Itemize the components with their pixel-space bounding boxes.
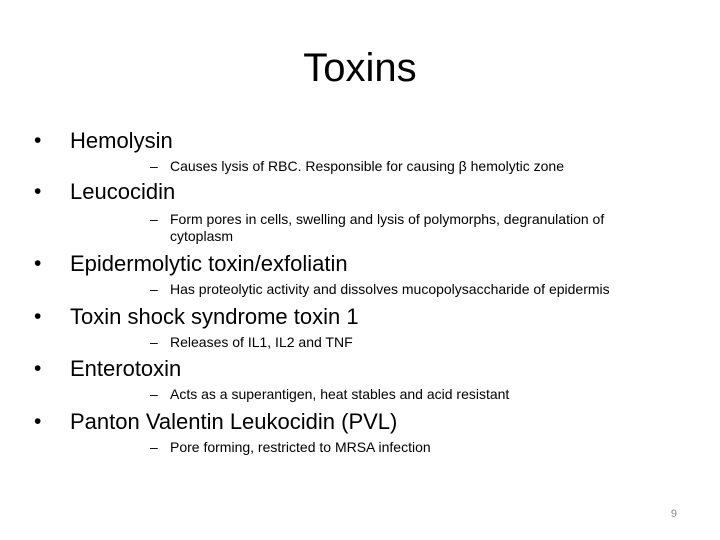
bullet-icon: • [34,305,42,328]
toxin-name: Panton Valentin Leukocidin (PVL) [70,409,398,434]
toxin-description: Causes lysis of RBC. Responsible for causing β hemolytic zone [170,158,565,174]
dash-icon: – [150,211,158,227]
dash-icon: – [150,334,158,350]
dash-icon: – [150,158,158,174]
toxin-name: Leucocidin [70,179,176,204]
toxin-description: Releases of IL1, IL2 and TNF [170,334,353,350]
dash-icon: – [150,439,158,455]
bullet-icon: • [34,410,42,433]
toxin-name: Epidermolytic toxin/exfoliatin [70,251,348,276]
bullet-icon: • [34,180,42,203]
toxin-description: Has proteolytic activity and dissolves mucopolysaccharide of epidermis [170,281,610,297]
bullet-icon: • [34,252,42,275]
dash-icon: – [150,281,158,297]
toxin-name: Hemolysin [70,128,173,153]
toxin-description: Form pores in cells, swelling and lysis of polymorphs, degranulation of cytoplasm [170,211,605,244]
toxin-name: Enterotoxin [70,356,182,381]
toxin-description: Acts as a superantigen, heat stables and acid resistant [170,386,510,402]
bullet-icon: • [34,129,42,152]
dash-icon: – [150,386,158,402]
toxin-name: Toxin shock syndrome toxin 1 [70,304,359,329]
bullet-icon: • [34,357,42,380]
slide-title: Toxins [303,46,417,90]
page-number: 9 [670,508,677,520]
toxin-description: Pore forming, restricted to MRSA infection [170,439,431,455]
